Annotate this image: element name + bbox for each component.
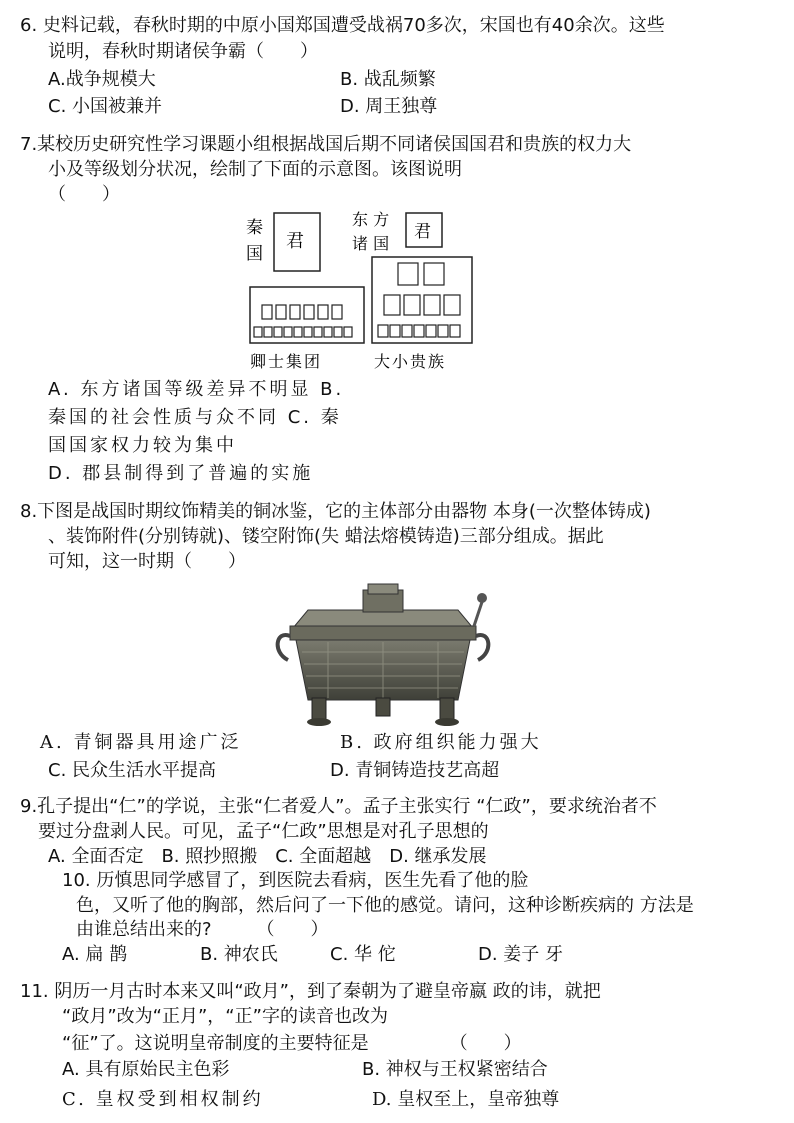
q11-option-d: D. 皇权至上，皇帝独尊 — [372, 1089, 560, 1110]
q6-option-c: C. 小国被兼并 — [48, 96, 163, 117]
qin-label-1: 秦 — [246, 218, 263, 238]
q7-option-line4: D. 郡县制得到了普遍的实施 — [48, 463, 314, 484]
q10-stem-line3: 由谁总结出来的? （ ） — [76, 919, 329, 940]
q10-stem-line2: 色，又听了他的胸部，然后问了一下他的感觉。请问，这种诊断疾病的 方法是 — [76, 895, 694, 916]
q7-option-line3: 国国家权力较为集中 — [48, 435, 237, 456]
q11-stem-line1: 11. 阴历一月古时本来又叫“政月”，到了秦朝为了避皇帝嬴 政的讳，就把 — [20, 981, 601, 1002]
q7-stem-line2: 小及等级划分状况，绘制了下面的示意图。该图说明 — [48, 159, 462, 180]
q11-stem-line2: “政月”改为“正月”，“正”字的读音也改为 — [62, 1006, 388, 1027]
q6-stem-line2: 说明，春秋时期诸侯争霸（ ） — [48, 41, 318, 62]
q10-option-d: D. 姜子 牙 — [478, 944, 564, 965]
q6-option-a: A.战争规模大 — [48, 69, 156, 90]
q6-option-d: D. 周王独尊 — [340, 96, 438, 117]
q7-option-line2: 秦国的社会性质与众不同 C. 秦 — [48, 407, 342, 428]
q8-stem-line3: 可知，这一时期（ ） — [48, 551, 246, 572]
q8-stem-line2: 、装饰附件(分别铸就)、镂空附饰(失 蜡法熔模铸造)三部分组成。据此 — [48, 526, 604, 547]
qin-officials-box — [250, 287, 364, 343]
q9-options: A. 全面否定 B. 照抄照搬 C. 全面超越 D. 继承发展 — [48, 846, 487, 867]
east-noble-squares — [378, 263, 460, 337]
bronze-ice-chest-image — [268, 580, 498, 730]
power-hierarchy-diagram — [242, 205, 482, 375]
q8-option-b: B. 政府组织能力强大 — [340, 732, 542, 753]
q10-option-b: B. 神农氏 — [200, 944, 278, 965]
q9-stem-line2: 要过分盘剥人民。可见，孟子“仁政”思想是对孔子思想的 — [38, 821, 489, 842]
q10-option-c: C. 华 佗 — [330, 944, 396, 965]
q6-stem-line1: 6. 史料记载，春秋时期的中原小国郑国遭受战祸70多次，宋国也有40余次。这些 — [20, 15, 665, 36]
qin-official-squares — [254, 305, 352, 337]
caption-officials: 卿士集团 — [250, 352, 323, 371]
caption-nobles: 大小贵族 — [374, 352, 447, 371]
q7-stem-line1: 7.某校历史研究性学习课题小组根据战国后期不同诸侯国国君和贵族的权力大 — [20, 134, 632, 155]
q10-option-a: A. 扁 鹊 — [62, 944, 128, 965]
qin-label-2: 国 — [246, 244, 263, 264]
q6-option-b: B. 战乱频繁 — [340, 69, 436, 90]
east-nobles-box — [372, 257, 472, 343]
q8-option-a: A. 青铜器具用途广泛 — [40, 732, 242, 753]
q8-option-d: D. 青铜铸造技艺高超 — [330, 760, 500, 781]
east-label-1: 东 方 — [352, 210, 390, 229]
east-ruler-text: 君 — [414, 222, 431, 242]
q7-stem-line3: （ ） — [48, 184, 120, 205]
q7-option-line1: A. 东方诸国等级差异不明显 B. — [48, 379, 345, 400]
q11-option-a: A. 具有原始民主色彩 — [62, 1059, 230, 1080]
q8-option-c: C. 民众生活水平提高 — [48, 760, 217, 781]
q8-stem-line1: 8.下图是战国时期纹饰精美的铜冰鉴，它的主体部分由器物 本身(一次整体铸成) — [20, 501, 651, 522]
q11-option-b: B. 神权与王权紧密结合 — [362, 1059, 548, 1080]
q10-stem-line1: 10. 历慎思同学感冒了，到医院去看病，医生先看了他的脸 — [62, 870, 529, 891]
east-label-2: 诸 国 — [352, 234, 390, 253]
q11-stem-line3: “征”了。这说明皇帝制度的主要特征是 （ ） — [62, 1033, 522, 1054]
qin-ruler-text: 君 — [286, 231, 304, 252]
q9-stem-line1: 9.孔子提出“仁”的学说，主张“仁者爱人”。孟子主张实行 “仁政”，要求统治者不 — [20, 796, 657, 817]
q11-option-c: C. 皇权受到相权制约 — [62, 1089, 264, 1110]
